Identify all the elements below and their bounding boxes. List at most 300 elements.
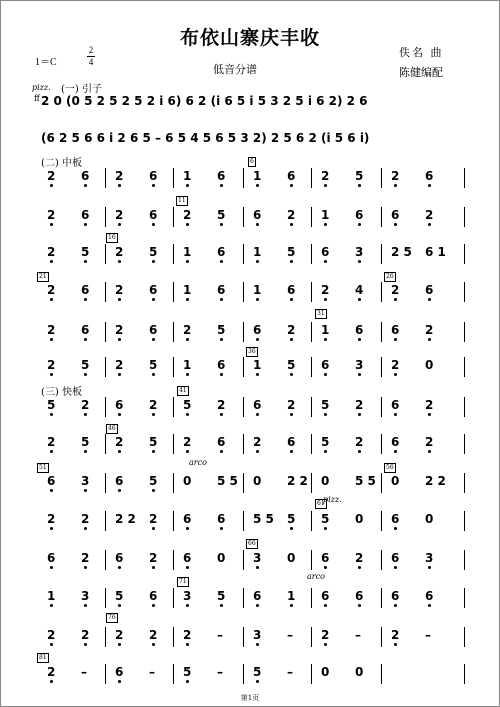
octave-dot	[84, 373, 87, 376]
note: 2	[47, 283, 56, 297]
barline	[381, 397, 382, 417]
octave-dot	[50, 643, 53, 646]
octave-dot	[84, 450, 87, 453]
notation-row	[37, 474, 465, 492]
octave-dot	[186, 566, 189, 569]
note: 2	[47, 245, 56, 259]
octave-dot	[358, 184, 361, 187]
note: 2	[115, 169, 124, 183]
octave-dot	[394, 373, 397, 376]
note: 5	[183, 398, 192, 412]
octave-dot	[358, 298, 361, 301]
notation-row	[37, 245, 465, 263]
barline	[173, 627, 174, 647]
note: 5	[321, 398, 330, 412]
rehearsal-box: 66	[248, 540, 256, 547]
note: 5	[253, 665, 262, 679]
note: 1	[183, 283, 192, 297]
barline	[311, 397, 312, 417]
octave-dot	[394, 527, 397, 530]
octave-dot	[324, 413, 327, 416]
octave-dot	[220, 298, 223, 301]
note: 6	[183, 512, 192, 526]
note: 2	[391, 283, 400, 297]
note: 2	[47, 628, 56, 642]
octave-dot	[358, 223, 361, 226]
note: 6	[253, 323, 262, 337]
note: 5	[81, 358, 90, 372]
pizz-marking-2: pizz.	[323, 495, 342, 504]
octave-dot	[290, 260, 293, 263]
barline-end	[464, 357, 465, 377]
note: 2	[391, 169, 400, 183]
note: 3	[81, 589, 90, 603]
octave-dot	[118, 604, 121, 607]
note: 2	[81, 512, 90, 526]
note: 5	[287, 512, 296, 526]
note: 5	[149, 358, 158, 372]
note: 6	[217, 512, 226, 526]
note: 1	[321, 323, 330, 337]
intro-line-1: 2 0 (0 5 2 5 2 5 2 i 6) 6 2 (i 6 5 i 5 3 2 5 i 6 2) 2 6	[41, 94, 368, 108]
octave-dot	[428, 450, 431, 453]
rehearsal-box: 51	[39, 464, 47, 471]
barline-end	[464, 282, 465, 302]
note: –	[149, 665, 155, 679]
octave-dot	[50, 373, 53, 376]
octave-dot	[220, 184, 223, 187]
section-medium-label: (二) 中板	[41, 158, 82, 169]
note: 0	[217, 551, 226, 565]
octave-dot	[84, 566, 87, 569]
part-subtitle: 低音分谱	[213, 63, 257, 76]
barline	[381, 357, 382, 377]
barline	[311, 588, 312, 608]
note: 6	[321, 551, 330, 565]
notation-row	[37, 435, 465, 453]
octave-dot	[118, 260, 121, 263]
note: 6	[425, 169, 434, 183]
page-number: 第1页	[240, 694, 260, 702]
note: 4	[355, 283, 364, 297]
note: 6	[149, 283, 158, 297]
barline	[311, 357, 312, 377]
intro-line-2: (6 2 5 6 6 i 2 6 5 – 6 5 4 5 6 5 3 2) 2 5 6 2 (i 5 6 i)	[41, 131, 370, 145]
note: 5	[321, 512, 330, 526]
note: 6	[115, 398, 124, 412]
octave-dot	[394, 413, 397, 416]
note: 3	[355, 245, 364, 259]
barline	[243, 664, 244, 684]
octave-dot	[256, 413, 259, 416]
note: 3	[355, 358, 364, 372]
octave-dot	[256, 338, 259, 341]
note: 2	[183, 208, 192, 222]
octave-dot	[186, 184, 189, 187]
rehearsal-box: 81	[39, 654, 47, 661]
note: 6	[391, 589, 400, 603]
octave-dot	[50, 260, 53, 263]
barline	[311, 282, 312, 302]
octave-dot	[186, 527, 189, 530]
note: 2	[47, 208, 56, 222]
note: 6	[217, 169, 226, 183]
octave-dot	[256, 566, 259, 569]
note: 2	[391, 358, 400, 372]
barline	[105, 207, 106, 227]
octave-dot	[84, 223, 87, 226]
note: 5	[287, 358, 296, 372]
note: –	[217, 665, 223, 679]
octave-dot	[256, 643, 259, 646]
octave-dot	[186, 260, 189, 263]
octave-dot	[84, 643, 87, 646]
note: 6	[321, 589, 330, 603]
octave-dot	[290, 604, 293, 607]
note: 5 5	[355, 474, 376, 488]
note: 5	[81, 245, 90, 259]
notation-row	[37, 169, 465, 187]
note: 2	[47, 323, 56, 337]
octave-dot	[324, 450, 327, 453]
note: 6	[217, 283, 226, 297]
octave-dot	[152, 489, 155, 492]
time-signature	[87, 46, 95, 67]
rehearsal-box: 16	[108, 234, 116, 241]
note: 2	[149, 628, 158, 642]
note: 6	[253, 589, 262, 603]
octave-dot	[118, 643, 121, 646]
octave-dot	[324, 260, 327, 263]
octave-dot	[118, 338, 121, 341]
barline	[243, 511, 244, 531]
note: 3	[81, 474, 90, 488]
octave-dot	[84, 527, 87, 530]
octave-dot	[394, 566, 397, 569]
note: 2	[321, 283, 330, 297]
note: 2	[47, 512, 56, 526]
note: –	[217, 628, 223, 642]
octave-dot	[118, 450, 121, 453]
rehearsal-box: 11	[178, 197, 186, 204]
note: 2	[355, 398, 364, 412]
octave-dot	[290, 373, 293, 376]
rehearsal-box: 41	[179, 387, 187, 394]
note: 5 5	[217, 474, 238, 488]
note: 3	[425, 551, 434, 565]
note: 5	[149, 245, 158, 259]
octave-dot	[358, 450, 361, 453]
octave-dot	[152, 260, 155, 263]
key-signature: 1＝C	[35, 57, 57, 68]
note: 2	[425, 208, 434, 222]
arco-marking: arco	[189, 458, 207, 467]
note: 5	[81, 435, 90, 449]
octave-dot	[324, 184, 327, 187]
barline	[105, 511, 106, 531]
octave-dot	[324, 373, 327, 376]
barline	[105, 664, 106, 684]
barline	[381, 244, 382, 264]
note: 6	[391, 512, 400, 526]
note: 6	[81, 208, 90, 222]
octave-dot	[118, 223, 121, 226]
octave-dot	[256, 223, 259, 226]
notation-row	[37, 589, 465, 607]
octave-dot	[358, 373, 361, 376]
octave-dot	[84, 338, 87, 341]
note: 6	[355, 323, 364, 337]
octave-dot	[220, 413, 223, 416]
barline	[105, 550, 106, 570]
section-fast-label: (三) 快板	[41, 387, 82, 398]
barline	[173, 207, 174, 227]
notation-row	[37, 551, 465, 569]
score-title: 布依山寨庆丰收	[179, 27, 320, 49]
notation-row	[37, 398, 465, 416]
octave-dot	[290, 223, 293, 226]
octave-dot	[118, 184, 121, 187]
note: 6	[183, 551, 192, 565]
rehearsal-box: 71	[179, 578, 187, 585]
octave-dot	[324, 643, 327, 646]
notation-row	[37, 358, 465, 376]
octave-dot	[186, 373, 189, 376]
octave-dot	[394, 643, 397, 646]
note: 1	[183, 358, 192, 372]
octave-dot	[84, 489, 87, 492]
barline	[243, 627, 244, 647]
barline	[311, 511, 312, 531]
note: 6	[321, 245, 330, 259]
note: 0	[355, 665, 364, 679]
barline-end	[464, 244, 465, 264]
note: 2	[47, 169, 56, 183]
barline	[243, 282, 244, 302]
octave-dot	[220, 223, 223, 226]
octave-dot	[152, 373, 155, 376]
barline-end	[464, 434, 465, 454]
note: 6	[149, 589, 158, 603]
note: 1	[47, 589, 56, 603]
octave-dot	[290, 338, 293, 341]
note: 3	[253, 628, 262, 642]
octave-dot	[152, 527, 155, 530]
note: –	[81, 665, 87, 679]
barline	[173, 244, 174, 264]
octave-dot	[118, 566, 121, 569]
barline	[173, 434, 174, 454]
note: 2	[115, 628, 124, 642]
barline	[105, 397, 106, 417]
octave-dot	[50, 413, 53, 416]
notation-row	[37, 665, 465, 683]
note: 2 5	[391, 245, 412, 259]
octave-dot	[256, 373, 259, 376]
note: 0	[321, 665, 330, 679]
note: 6	[391, 398, 400, 412]
octave-dot	[256, 450, 259, 453]
composer-credit: 佚名 曲	[399, 46, 444, 59]
note: 2	[391, 628, 400, 642]
barline	[243, 434, 244, 454]
barline	[105, 168, 106, 188]
barline	[243, 588, 244, 608]
note: 2	[81, 628, 90, 642]
note: 2	[355, 435, 364, 449]
note: 0	[355, 512, 364, 526]
note: 2	[217, 398, 226, 412]
note: 0	[253, 474, 262, 488]
octave-dot	[358, 604, 361, 607]
note: 5	[321, 435, 330, 449]
note: 6	[391, 208, 400, 222]
octave-dot	[50, 450, 53, 453]
barline	[381, 322, 382, 342]
note: 6	[81, 169, 90, 183]
note: 2 2	[287, 474, 308, 488]
note: 6	[253, 398, 262, 412]
arranger-credit: 陈健编配	[399, 66, 443, 79]
note: 2	[287, 323, 296, 337]
barline	[243, 322, 244, 342]
octave-dot	[186, 450, 189, 453]
note: –	[287, 665, 293, 679]
octave-dot	[428, 184, 431, 187]
octave-dot	[256, 260, 259, 263]
note: 2	[321, 169, 330, 183]
rehearsal-box: 36	[248, 348, 256, 355]
notation-row	[37, 283, 465, 301]
note: 2	[81, 551, 90, 565]
note: 0	[425, 512, 434, 526]
note: 2	[47, 435, 56, 449]
barline	[173, 473, 174, 493]
rehearsal-box: 31	[317, 310, 325, 317]
barline	[311, 207, 312, 227]
octave-dot	[50, 298, 53, 301]
barline	[311, 168, 312, 188]
barline	[105, 244, 106, 264]
note: 6	[217, 435, 226, 449]
note: 6	[355, 208, 364, 222]
barline	[381, 473, 382, 493]
octave-dot	[324, 298, 327, 301]
note: 2	[183, 435, 192, 449]
note: 2	[115, 358, 124, 372]
octave-dot	[256, 680, 259, 683]
note: 0	[425, 358, 434, 372]
note: 6	[149, 323, 158, 337]
octave-dot	[290, 450, 293, 453]
octave-dot	[220, 604, 223, 607]
barline	[381, 168, 382, 188]
octave-dot	[256, 298, 259, 301]
note: 2	[425, 323, 434, 337]
barline	[243, 207, 244, 227]
octave-dot	[220, 527, 223, 530]
note: 1	[321, 208, 330, 222]
octave-dot	[220, 260, 223, 263]
octave-dot	[84, 298, 87, 301]
barline	[173, 550, 174, 570]
barline	[105, 434, 106, 454]
octave-dot	[358, 566, 361, 569]
note: 6	[81, 283, 90, 297]
note: 1	[287, 589, 296, 603]
note: –	[287, 628, 293, 642]
octave-dot	[118, 680, 121, 683]
barline	[105, 473, 106, 493]
note: 5	[47, 398, 56, 412]
octave-dot	[324, 604, 327, 607]
barline	[173, 511, 174, 531]
octave-dot	[50, 604, 53, 607]
octave-dot	[152, 450, 155, 453]
note: 5 5	[253, 512, 274, 526]
note: 6	[287, 435, 296, 449]
note: 2	[149, 551, 158, 565]
note: 2	[47, 358, 56, 372]
note: 2	[115, 245, 124, 259]
note: 6	[391, 323, 400, 337]
octave-dot	[256, 184, 259, 187]
octave-dot	[256, 604, 259, 607]
octave-dot	[428, 413, 431, 416]
barline	[311, 473, 312, 493]
octave-dot	[324, 527, 327, 530]
barline-end	[464, 473, 465, 493]
note: 5	[217, 208, 226, 222]
rehearsal-box: 56	[386, 464, 394, 471]
barline	[105, 588, 106, 608]
octave-dot	[324, 223, 327, 226]
barline	[243, 168, 244, 188]
barline	[381, 588, 382, 608]
octave-dot	[152, 566, 155, 569]
octave-dot	[84, 604, 87, 607]
octave-dot	[290, 184, 293, 187]
octave-dot	[84, 413, 87, 416]
note: 1	[183, 245, 192, 259]
note: 6	[425, 589, 434, 603]
note: 6	[115, 551, 124, 565]
barline	[243, 357, 244, 377]
octave-dot	[428, 604, 431, 607]
meter-denominator: 4	[88, 57, 94, 67]
octave-dot	[50, 338, 53, 341]
barline	[173, 282, 174, 302]
note: 2	[149, 398, 158, 412]
barline	[173, 357, 174, 377]
octave-dot	[358, 338, 361, 341]
octave-dot	[186, 680, 189, 683]
note: 5	[183, 665, 192, 679]
octave-dot	[186, 643, 189, 646]
barline	[173, 322, 174, 342]
octave-dot	[290, 298, 293, 301]
note: 1	[253, 169, 262, 183]
octave-dot	[50, 223, 53, 226]
octave-dot	[358, 260, 361, 263]
barline-end	[464, 664, 465, 684]
octave-dot	[290, 413, 293, 416]
notation-row	[37, 628, 465, 646]
barline	[105, 627, 106, 647]
octave-dot	[394, 338, 397, 341]
note: 6	[253, 208, 262, 222]
rehearsal-box: 6	[250, 158, 254, 165]
